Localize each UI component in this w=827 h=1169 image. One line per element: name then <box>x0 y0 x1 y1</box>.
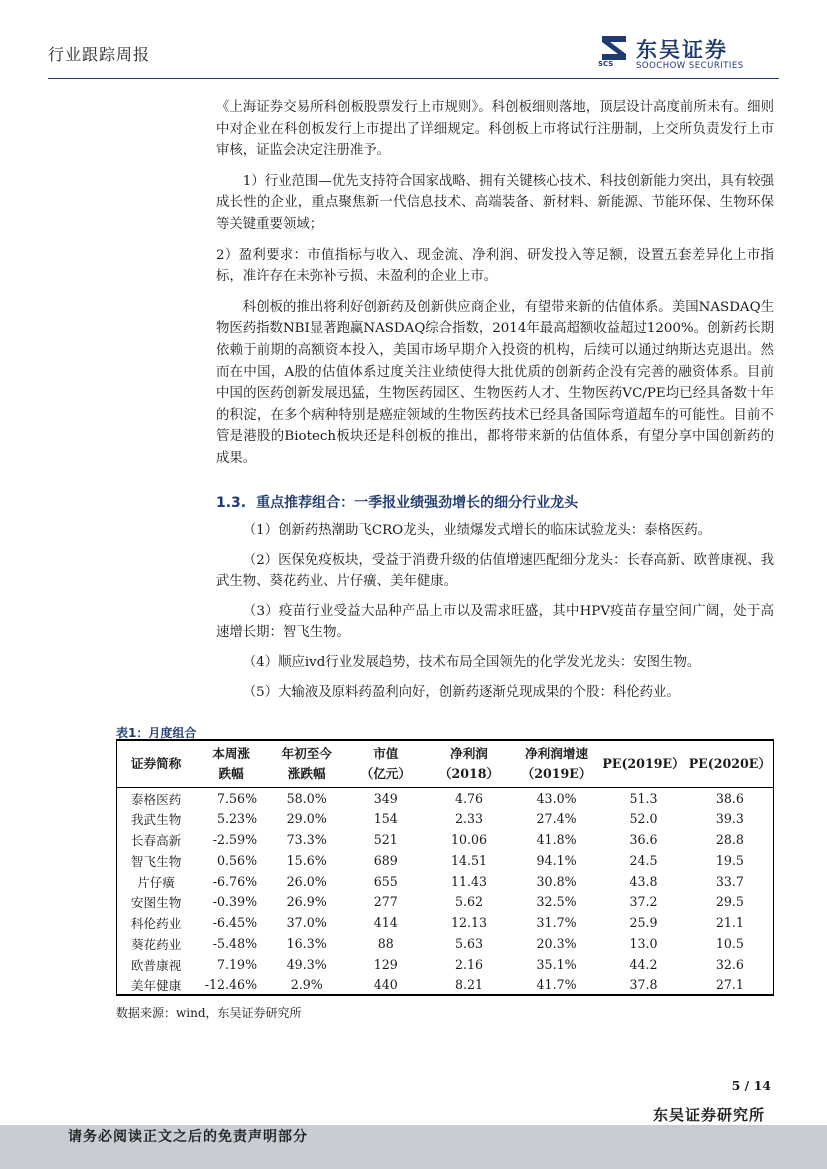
table-cell: 32.6 <box>687 954 774 975</box>
table-cell: 15.6% <box>286 852 327 868</box>
report-type-title: 行业跟踪周报 <box>48 45 151 64</box>
security-name-cell: 泰格医药 <box>117 788 196 809</box>
table-cell: 51.3 <box>629 790 658 806</box>
table-cell: 32.5% <box>536 894 577 910</box>
recommendation-item: （2）医保免疫板块，受益于消费升级的估值增速匹配细分龙头：长春高新、欧普康视、我武生物、葵花药业、片仔癀、美年健康。 <box>216 552 774 590</box>
logo-chinese-name: 东吴证券 <box>636 38 728 62</box>
table-header-row <box>117 740 774 788</box>
table-cell: 25.9 <box>629 915 658 931</box>
table-cell: 30.8% <box>536 873 577 889</box>
column-header: 证券简称 <box>117 740 196 788</box>
paragraph: 1）行业范围—优先支持符合国家战略、拥有关键核心技术、科技创新能力突出，具有较强成长性的企业，重点聚焦新一代信息技术、高端装备、新材料、新能源、节能环保、生物环保等关键重要领域； <box>216 173 774 232</box>
table-cell: 20.3% <box>536 935 577 951</box>
table-cell: 38.6 <box>687 788 774 809</box>
recommendation-item: （4）顺应ivd行业发展趋势，技术布局全国领先的化学发光龙头：安图生物。 <box>242 654 701 670</box>
table-cell: 129 <box>373 956 398 972</box>
table-cell: 689 <box>373 852 398 868</box>
company-logo <box>596 32 776 76</box>
table-cell: 39.3 <box>687 808 774 829</box>
security-name-cell: 葵花药业 <box>117 933 196 954</box>
table-cell: 26.0% <box>286 873 327 889</box>
logo-abbr: SCS <box>598 60 614 68</box>
table-cell: 43.0% <box>536 790 577 806</box>
table-cell: 5.62 <box>454 894 483 910</box>
table-cell: 277 <box>373 894 398 910</box>
table-cell: 2.33 <box>454 811 483 827</box>
section-title: 重点推荐组合：一季报业绩强劲增长的细分行业龙头 <box>256 495 579 511</box>
body-text <box>216 97 774 479</box>
table-row <box>117 808 774 829</box>
column-header: PE(2020E） <box>687 740 774 788</box>
table-cell: 28.8 <box>687 829 774 850</box>
table-cell: 37.2 <box>629 894 658 910</box>
table-cell: 521 <box>373 831 398 847</box>
column-header: 本周涨 跌幅 <box>195 740 267 788</box>
table-cell: -6.76% <box>212 873 258 889</box>
table-cell: 36.6 <box>629 831 658 847</box>
table-cell: -12.46% <box>195 975 267 996</box>
column-header: 市值 （亿元） <box>346 740 425 788</box>
table-cell: 2.9% <box>267 975 346 996</box>
table-cell: 27.4% <box>536 811 577 827</box>
table-row <box>117 829 774 850</box>
column-header: PE(2019E） <box>600 740 686 788</box>
footer-disclaimer: 请务必阅读正文之后的免责声明部分 <box>68 1129 308 1145</box>
table-cell: 29.0% <box>286 811 327 827</box>
recommendation-list <box>216 520 774 711</box>
recommendation-item: （1）创新药热潮助飞CRO龙头，业绩爆发式增长的临床试验龙头：泰格医药。 <box>242 523 712 538</box>
table-cell: -5.48% <box>212 935 258 951</box>
table-cell: 349 <box>373 790 398 806</box>
table-cell: 4.76 <box>454 790 483 806</box>
table-caption: 表1：月度组合 <box>116 726 197 740</box>
security-name-cell: 我武生物 <box>117 808 196 829</box>
table-cell: 7.19% <box>217 956 258 972</box>
footer-organization: 东吴证券研究所 <box>652 1106 765 1124</box>
table-cell: 5.23% <box>217 811 258 827</box>
table-cell: 414 <box>373 915 398 931</box>
monthly-portfolio-table <box>116 739 774 996</box>
table-cell: 73.3% <box>286 831 327 847</box>
table-cell: -0.39% <box>212 894 258 910</box>
table-cell: 52.0 <box>629 811 658 827</box>
security-name-cell: 安图生物 <box>117 891 196 912</box>
column-header: 年初至今 涨跌幅 <box>267 740 346 788</box>
table-cell: 41.7% <box>513 975 601 996</box>
recommendation-item: （5）大输液及原料药盈利向好，创新药逐渐兑现成果的个股：科伦药业。 <box>242 684 680 700</box>
security-name-cell: 美年健康 <box>117 975 196 996</box>
column-header: 净利润 （2018） <box>425 740 512 788</box>
table-row <box>117 850 774 871</box>
table-cell: 88 <box>377 935 394 951</box>
header-divider <box>48 78 779 79</box>
table-cell: -6.45% <box>212 915 258 931</box>
section-number: 1.3. <box>216 495 247 511</box>
table-cell: 58.0% <box>286 790 327 806</box>
security-name-cell: 片仔癀 <box>117 871 196 892</box>
table-cell: 94.1% <box>536 852 577 868</box>
table-cell: 11.43 <box>450 873 488 889</box>
table-cell: 35.1% <box>536 956 577 972</box>
logo-english-name: SOOCHOW SECURITIES <box>636 61 744 71</box>
table-cell: 31.7% <box>536 915 577 931</box>
table-cell: 43.8 <box>629 873 658 889</box>
data-source-note: 数据来源：wind，东吴证券研究所 <box>116 1006 302 1020</box>
table-row <box>117 891 774 912</box>
table-cell: 7.56% <box>217 790 258 806</box>
table-cell: 12.13 <box>450 915 488 931</box>
paragraph: 科创板的推出将利好创新药及创新供应商企业，有望带来新的估值体系。美国NASDAQ生物医药指数NBI显著跑赢NASDAQ综合指数，2014年最高超额收益超过1200%。创新药长期依赖于前期的高额资本投入，美国市场早期介入投资的机构，后续可以通过纳斯达克退出。然而在中国，A股的估值体系过度关注业绩使得大批优质的创新药企没有完善的融资体系。目前中国的医药创新发展迅猛，生物医药园区、生物医药人才、生物医药VC/PE均已经具备数十年的积淀，在多个病种特别是癌症领域的生物医药技术已经具备国际弯道超车的可能性。目前不管是港股的Biotech板块还是科创板的推出，都将带来新的估值体系，有望分享中国创新药的成果。 <box>216 299 774 466</box>
table-row <box>117 975 774 996</box>
table-cell: 13.0 <box>629 935 658 951</box>
recommendation-item: （3）疫苗行业受益大品种产品上市以及需求旺盛，其中HPV疫苗存量空间广阔，处于高速增长期：智飞生物。 <box>216 603 774 641</box>
table-cell: 24.5 <box>629 852 658 868</box>
security-name-cell: 欧普康视 <box>117 954 196 975</box>
column-header: 净利润增速 （2019E） <box>513 740 601 788</box>
table-row <box>117 933 774 954</box>
table-cell: 16.3% <box>286 935 327 951</box>
table-row <box>117 871 774 892</box>
table-cell: 10.5 <box>687 933 774 954</box>
table-cell: 41.8% <box>536 831 577 847</box>
security-name-cell: 长春高新 <box>117 829 196 850</box>
table-cell: 19.5 <box>687 850 774 871</box>
table-cell: 29.5 <box>687 891 774 912</box>
table-cell: 14.51 <box>450 852 488 868</box>
table-cell: 5.63 <box>454 935 483 951</box>
section-heading <box>216 492 578 512</box>
table-cell: 655 <box>373 873 398 889</box>
table-cell: 8.21 <box>425 975 512 996</box>
security-name-cell: 科伦药业 <box>117 912 196 933</box>
table-cell: 27.1 <box>687 975 774 996</box>
paragraph: 《上海证券交易所科创板股票发行上市规则》。科创板细则落地，顶层设计高度前所未有。细则中对企业在科创板发行上市提出了详细规定。科创板上市将试行注册制，上交所负责发行上市审核，证监会决定注册准予。 <box>216 100 774 159</box>
table-cell: 33.7 <box>687 871 774 892</box>
paragraph: 2）盈利要求：市值指标与收入、现金流、净利润、研发投入等足额，设置五套差异化上市指标，准许存在未弥补亏损、未盈利的企业上市。 <box>216 247 774 285</box>
table-row <box>117 912 774 933</box>
table-cell: 44.2 <box>629 956 658 972</box>
table-cell: 10.06 <box>450 831 488 847</box>
page-number: 5 / 14 <box>731 1078 771 1093</box>
table-cell: 26.9% <box>286 894 327 910</box>
table-cell: 21.1 <box>687 912 774 933</box>
table-cell: 440 <box>346 975 425 996</box>
table-row <box>117 954 774 975</box>
table-cell: 2.16 <box>454 956 483 972</box>
table-cell: 154 <box>373 811 398 827</box>
table-row <box>117 788 774 809</box>
table-cell: -2.59% <box>212 831 258 847</box>
table-cell: 37.8 <box>600 975 686 996</box>
table-cell: 0.56% <box>217 852 258 868</box>
table-cell: 49.3% <box>286 956 327 972</box>
security-name-cell: 智飞生物 <box>117 850 196 871</box>
table-cell: 37.0% <box>286 915 327 931</box>
